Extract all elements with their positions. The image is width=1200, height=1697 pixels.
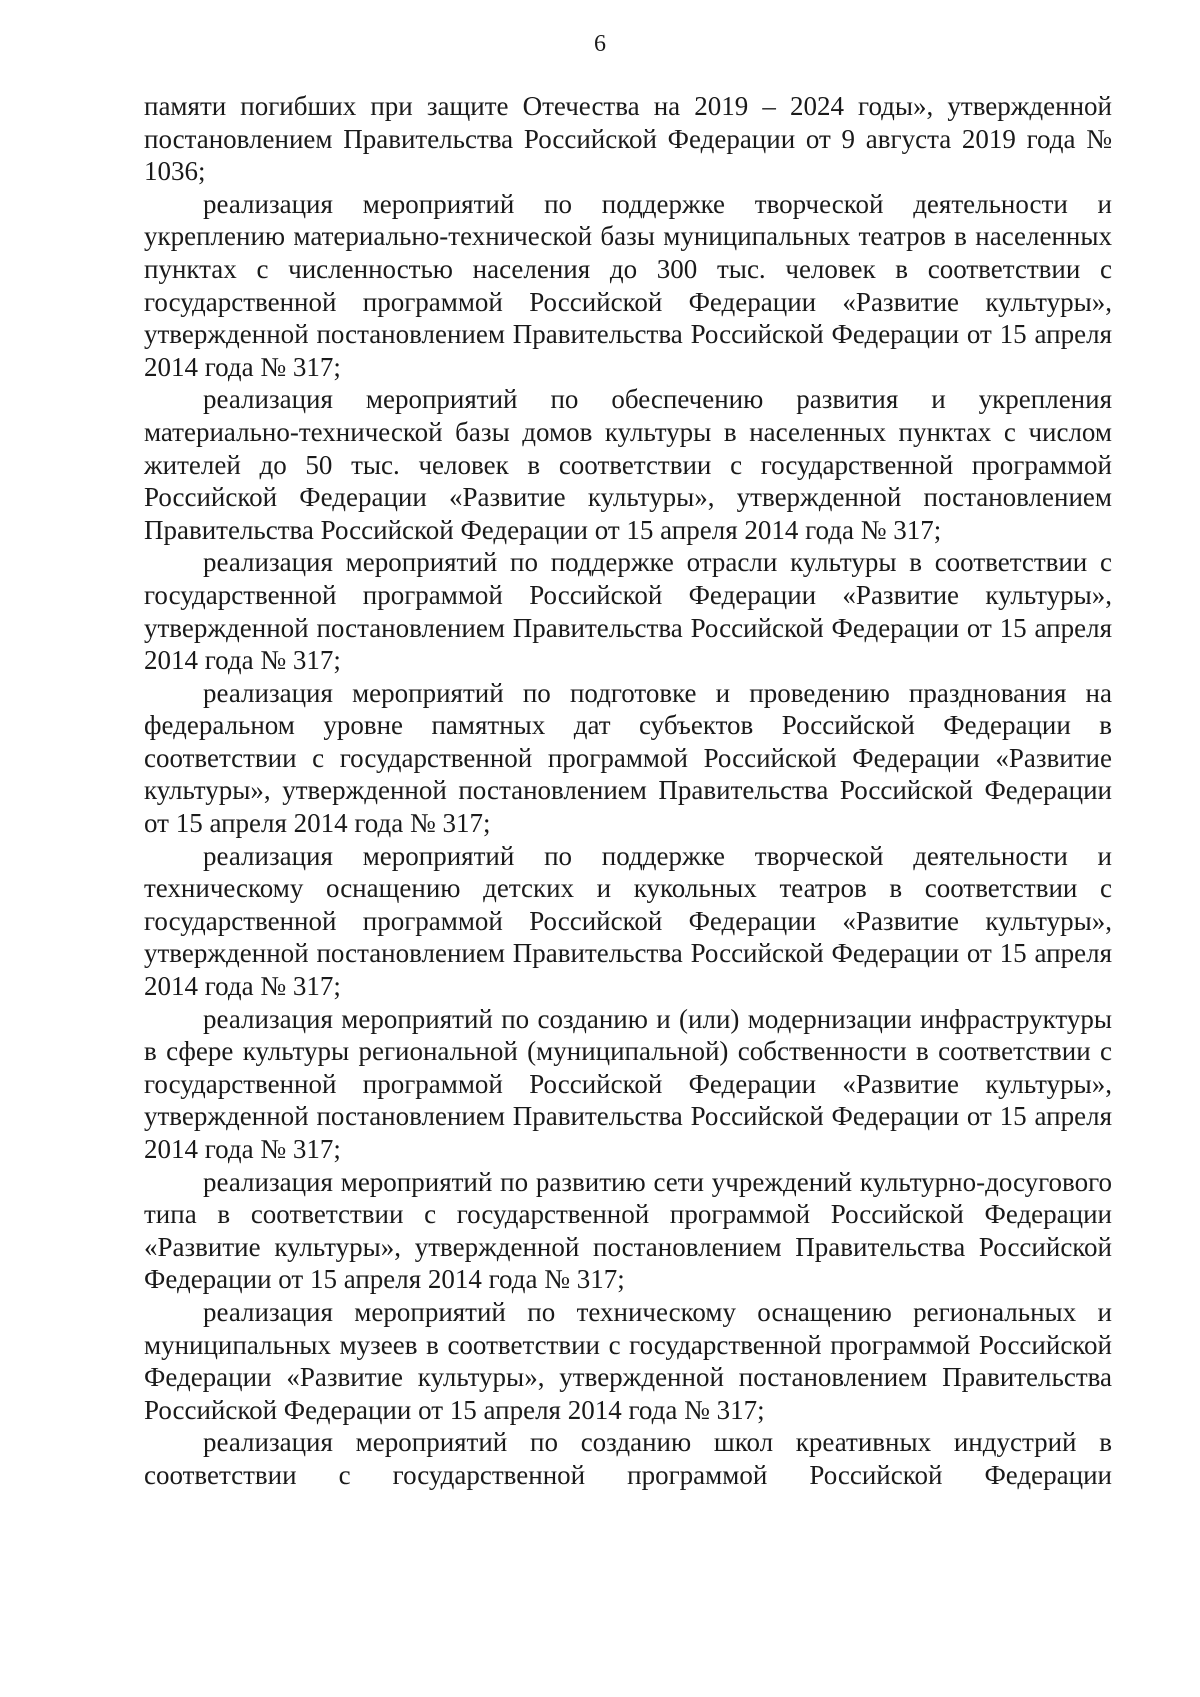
paragraph-leisure-institutions: реализация мероприятий по развитию сети учреждений культурно-досугового типа в соответствии с государственной программой Российской Федерации «Развитие культуры», утвержденной постановлением Правительства Российской Федерации от 15 апреля 2014 года № 317; bbox=[144, 1166, 1112, 1295]
paragraph-memorable-dates: реализация мероприятий по подготовке и проведению празднования на федеральном уровне памятных дат субъектов Российской Федерации в соответствии с государственной программой Российской Федерации «Развитие культуры», утвержденной постановлением Правительства Российской Федерации от 15 апреля 2014 года № 317; bbox=[144, 677, 1112, 839]
paragraph-culture-infrastructure: реализация мероприятий по созданию и (или) модернизации инфраструктуры в сфере культуры региональной (муниципальной) собственности в соответствии с государственной программой Российской Федерации «Развитие культуры», утвержденной постановлением Правительства Российской Федерации от 15 апреля 2014 года № 317; bbox=[144, 1003, 1112, 1164]
paragraph-municipal-theatres: реализация мероприятий по поддержке творческой деятельности и укреплению материально-технической базы муниципальных театров в населенных пунктах с численностью населения до 300 тыс. человек в соответствии с государственной программой Российской Федерации «Развитие культуры», утвержденной постановлением Правительства Российской Федерации от 15 апреля 2014 года № 317; bbox=[144, 188, 1112, 382]
paragraph-creative-industries-schools: реализация мероприятий по созданию школ креативных индустрий в соответствии с государственной программой Российской Федерации bbox=[144, 1427, 1112, 1490]
paragraph-houses-of-culture: реализация мероприятий по обеспечению развития и укрепления материально-технической базы домов культуры в населенных пунктах с числом жителей до 50 тыс. человек в соответствии с государственной программой Российской Федерации «Развитие культуры», утвержденной постановлением Правительства Российской Федерации от 15 апреля 2014 года № 317; bbox=[144, 384, 1112, 545]
page-number: 6 bbox=[594, 31, 606, 57]
paragraph-continuation: памяти погибших при защите Отечества на 2019 – 2024 годы», утвержденной постановлением Правительства Российской Федерации от 9 августа 2019 года № 1036; bbox=[144, 91, 1112, 187]
document-body bbox=[144, 90, 1112, 1492]
paragraph-museums-equipment: реализация мероприятий по техническому оснащению региональных и муниципальных музеев в соответствии с государственной программой Российской Федерации «Развитие культуры», утвержденной постановлением Правительства Российской Федерации от 15 апреля 2014 года № 317; bbox=[144, 1296, 1112, 1425]
paragraph-culture-sector-support: реализация мероприятий по поддержке отрасли культуры в соответствии с государственной программой Российской Федерации «Развитие культуры», утвержденной постановлением Правительства Российской Федерации от 15 апреля 2014 года № 317; bbox=[144, 547, 1112, 676]
paragraph-children-puppet-theatres: реализация мероприятий по поддержке творческой деятельности и техническому оснащению детских и кукольных театров в соответствии с государственной программой Российской Федерации «Развитие культуры», утвержденной постановлением Правительства Российской Федерации от 15 апреля 2014 года № 317; bbox=[144, 840, 1112, 1002]
